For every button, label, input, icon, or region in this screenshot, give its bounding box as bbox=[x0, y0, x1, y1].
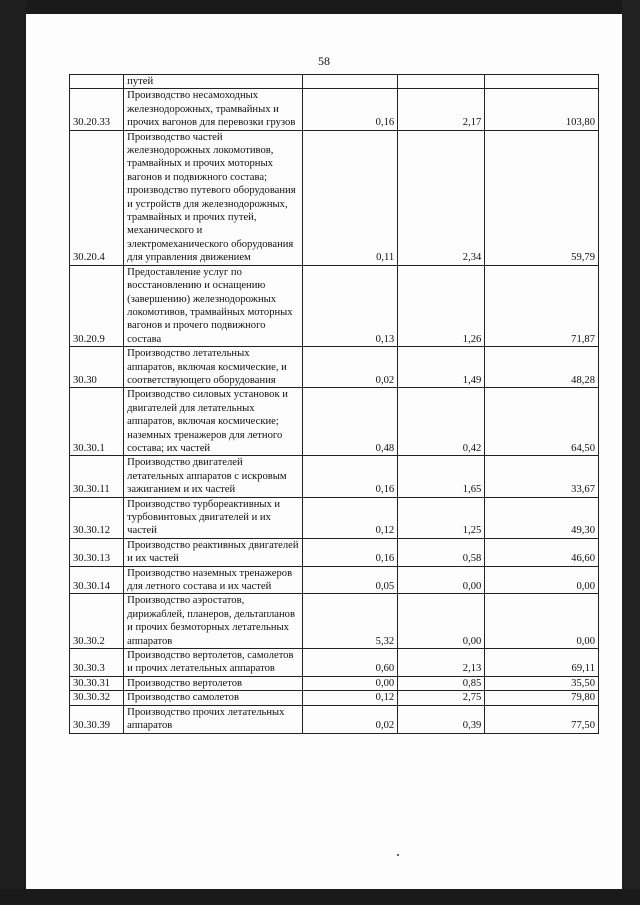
row-value-3: 69,11 bbox=[485, 649, 599, 677]
row-activity-name: путей bbox=[124, 75, 302, 89]
row-value-1: 0,16 bbox=[302, 89, 398, 130]
row-code: 30.30.13 bbox=[70, 538, 124, 566]
row-value-1: 0,12 bbox=[302, 691, 398, 705]
row-code: 30.30.14 bbox=[70, 566, 124, 594]
row-value-3 bbox=[485, 75, 599, 89]
row-value-1: 5,32 bbox=[302, 594, 398, 649]
table-row bbox=[70, 691, 599, 705]
row-activity-name: Производство вертолетов bbox=[124, 676, 302, 690]
table-row bbox=[70, 676, 599, 690]
row-value-1: 0,02 bbox=[302, 347, 398, 388]
row-value-3: 48,28 bbox=[485, 347, 599, 388]
row-value-2: 0,42 bbox=[398, 388, 485, 456]
row-value-2: 1,26 bbox=[398, 265, 485, 346]
row-activity-name: Производство реактивных двигателей и их частей bbox=[124, 538, 302, 566]
row-value-1: 0,48 bbox=[302, 388, 398, 456]
row-value-2: 2,34 bbox=[398, 130, 485, 265]
scan-border-right bbox=[622, 0, 640, 905]
table-row bbox=[70, 75, 599, 89]
row-value-3: 33,67 bbox=[485, 456, 599, 497]
row-value-2: 0,85 bbox=[398, 676, 485, 690]
row-code: 30.30.39 bbox=[70, 705, 124, 733]
scan-speck bbox=[397, 854, 399, 856]
row-value-3: 79,80 bbox=[485, 691, 599, 705]
row-activity-name: Производство вертолетов, самолетов и прочих летательных аппаратов bbox=[124, 649, 302, 677]
row-activity-name: Производство несамоходных железнодорожных, трамвайных и прочих вагонов для перевозки грузов bbox=[124, 89, 302, 130]
row-value-1: 0,02 bbox=[302, 705, 398, 733]
table-row bbox=[70, 649, 599, 677]
row-code bbox=[70, 75, 124, 89]
row-value-1: 0,05 bbox=[302, 566, 398, 594]
scan-border-left bbox=[0, 0, 26, 905]
row-value-2: 2,75 bbox=[398, 691, 485, 705]
row-value-3: 71,87 bbox=[485, 265, 599, 346]
row-activity-name: Производство самолетов bbox=[124, 691, 302, 705]
scan-border-top bbox=[0, 0, 640, 14]
table-row bbox=[70, 130, 599, 265]
table-row bbox=[70, 566, 599, 594]
row-value-1: 0,13 bbox=[302, 265, 398, 346]
row-value-2 bbox=[398, 75, 485, 89]
table-row bbox=[70, 388, 599, 456]
row-code: 30.30.1 bbox=[70, 388, 124, 456]
row-value-3: 64,50 bbox=[485, 388, 599, 456]
row-value-2: 0,00 bbox=[398, 594, 485, 649]
table-row bbox=[70, 456, 599, 497]
row-value-3: 0,00 bbox=[485, 566, 599, 594]
row-value-2: 0,58 bbox=[398, 538, 485, 566]
row-code: 30.30.11 bbox=[70, 456, 124, 497]
row-code: 30.20.9 bbox=[70, 265, 124, 346]
okved-data-table bbox=[69, 74, 599, 734]
row-activity-name: Предоставление услуг по восстановлению и оснащению (завершению) железнодорожных локомотивов, трамвайных моторных вагонов и прочего подвижного состава bbox=[124, 265, 302, 346]
row-code: 30.30.12 bbox=[70, 497, 124, 538]
table-body bbox=[70, 75, 599, 734]
table-row bbox=[70, 538, 599, 566]
row-activity-name: Производство силовых установок и двигателей для летательных аппаратов, включая космические; наземных тренажеров для летного состава; их частей bbox=[124, 388, 302, 456]
row-activity-name: Производство аэростатов, дирижаблей, планеров, дельтапланов и прочих безмоторных летательных аппаратов bbox=[124, 594, 302, 649]
row-value-1: 0,12 bbox=[302, 497, 398, 538]
row-value-1: 0,60 bbox=[302, 649, 398, 677]
table-row bbox=[70, 497, 599, 538]
row-value-1: 0,00 bbox=[302, 676, 398, 690]
row-value-3: 46,60 bbox=[485, 538, 599, 566]
row-code: 30.20.33 bbox=[70, 89, 124, 130]
row-value-3: 35,50 bbox=[485, 676, 599, 690]
row-code: 30.30.2 bbox=[70, 594, 124, 649]
table-row bbox=[70, 89, 599, 130]
row-value-3: 77,50 bbox=[485, 705, 599, 733]
row-value-3: 0,00 bbox=[485, 594, 599, 649]
row-value-2: 2,17 bbox=[398, 89, 485, 130]
row-value-1 bbox=[302, 75, 398, 89]
row-code: 30.30.3 bbox=[70, 649, 124, 677]
row-activity-name: Производство наземных тренажеров для летного состава и их частей bbox=[124, 566, 302, 594]
row-activity-name: Производство двигателей летательных аппаратов с искровым зажиганием и их частей bbox=[124, 456, 302, 497]
row-activity-name: Производство летательных аппаратов, включая космические, и соответствующего оборудования bbox=[124, 347, 302, 388]
row-activity-name: Производство частей железнодорожных локомотивов, трамвайных и прочих моторных вагонов и подвижного состава; производство путевого оборудования и устройств для железнодорожных, трамвайных и прочих путей, механического и электромеханического оборудования для управления движением bbox=[124, 130, 302, 265]
row-activity-name: Производство турбореактивных и турбовинтовых двигателей и их частей bbox=[124, 497, 302, 538]
table-row bbox=[70, 705, 599, 733]
table-row bbox=[70, 265, 599, 346]
row-value-2: 1,49 bbox=[398, 347, 485, 388]
table-row bbox=[70, 594, 599, 649]
row-value-1: 0,16 bbox=[302, 456, 398, 497]
row-value-2: 1,65 bbox=[398, 456, 485, 497]
row-value-1: 0,11 bbox=[302, 130, 398, 265]
scan-border-bottom bbox=[0, 889, 640, 905]
row-value-2: 2,13 bbox=[398, 649, 485, 677]
row-code: 30.20.4 bbox=[70, 130, 124, 265]
row-code: 30.30.31 bbox=[70, 676, 124, 690]
row-value-1: 0,16 bbox=[302, 538, 398, 566]
row-value-2: 1,25 bbox=[398, 497, 485, 538]
page-number: 58 bbox=[318, 54, 330, 68]
table-row bbox=[70, 347, 599, 388]
row-value-2: 0,39 bbox=[398, 705, 485, 733]
row-value-3: 59,79 bbox=[485, 130, 599, 265]
row-code: 30.30 bbox=[70, 347, 124, 388]
row-value-2: 0,00 bbox=[398, 566, 485, 594]
row-value-3: 103,80 bbox=[485, 89, 599, 130]
row-value-3: 49,30 bbox=[485, 497, 599, 538]
row-activity-name: Производство прочих летательных аппаратов bbox=[124, 705, 302, 733]
row-code: 30.30.32 bbox=[70, 691, 124, 705]
